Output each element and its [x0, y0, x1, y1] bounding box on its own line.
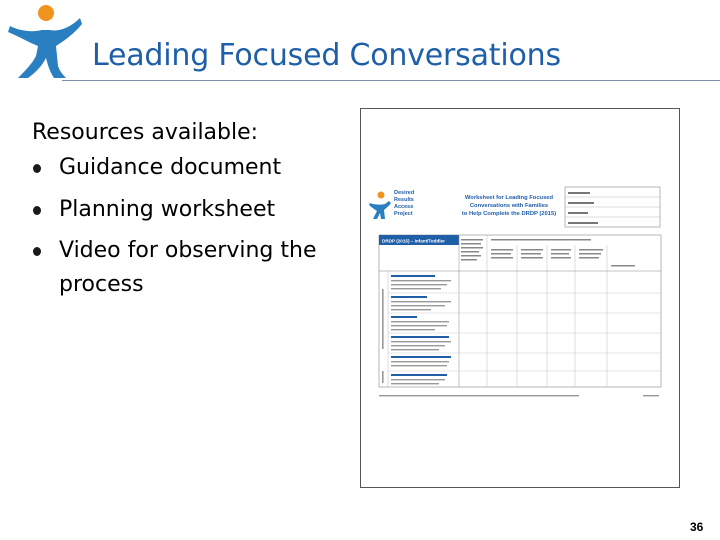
- list-item-label: Guidance document: [59, 155, 282, 181]
- worksheet-thumbnail: [360, 108, 680, 488]
- logo-text-line: Project: [394, 211, 413, 217]
- resources-heading: Resources available:: [32, 120, 259, 145]
- bullet-icon: [33, 164, 41, 173]
- worksheet-title-line: Conversations with Families: [469, 203, 549, 209]
- desired-results-logo-icon: [369, 190, 414, 219]
- title-divider: [62, 80, 720, 81]
- list-item-video: [32, 234, 342, 301]
- list-item-label: Planning worksheet: [59, 196, 276, 222]
- slide-title: Leading Focused Conversations: [92, 38, 561, 73]
- bullet-icon: [33, 247, 41, 256]
- page-number: 36: [690, 520, 704, 534]
- logo-text-line: Results: [394, 197, 414, 203]
- list-item-planning-worksheet: [32, 193, 342, 226]
- logo-text-line: Access: [394, 204, 414, 210]
- resources-list: [32, 151, 342, 301]
- list-item-label: Video for observing the process: [59, 238, 317, 297]
- bullet-icon: [33, 206, 41, 215]
- logo-text-line: Desired: [394, 190, 415, 196]
- resources-block: [32, 116, 342, 309]
- worksheet-title-line: to Help Complete the DRDP (2015): [461, 211, 557, 217]
- list-item-guidance-document: [32, 151, 342, 184]
- person-logo-icon: [4, 2, 84, 80]
- table-header: DRDP (2015) – Infant/Toddler: [382, 238, 445, 244]
- worksheet-title-line: Worksheet for Leading Focused: [464, 195, 554, 201]
- worksheet-page-image: [361, 109, 679, 487]
